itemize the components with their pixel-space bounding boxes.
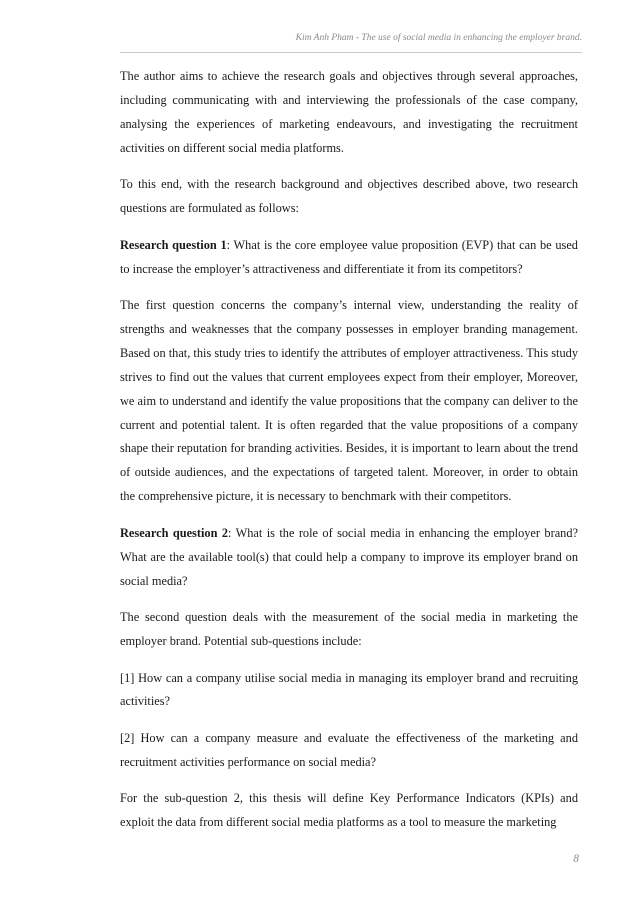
body-text xyxy=(120,65,578,848)
header-rule xyxy=(120,52,582,53)
research-question-2-text: : What is the role of social media in enhancing the employer brand? What are the available tool(s) that could help a company to improve its employer brand on social media? xyxy=(120,525,578,588)
research-question-2 xyxy=(120,522,578,594)
paragraph-approaches: The author aims to achieve the research goals and objectives through several approaches, including communicating with and interviewing the professionals of the case company, analysing the experiences of marketing endeavours, and investigating the recruitment activities on different social media platforms. xyxy=(120,69,578,155)
paragraph-second-question: The second question deals with the measurement of the social media in marketing the employer brand. Potential sub-questions include: xyxy=(120,610,578,648)
page-number: 8 xyxy=(573,853,579,865)
research-question-1 xyxy=(120,234,578,282)
paragraph-first-question: The first question concerns the company’s internal view, understanding the reality of strengths and weaknesses that the company possesses in employer branding management. Based on that, this study tries to identify the attributes of employer attractiveness. This study strives to find out the values that current employees expect from their employer, Moreover, we aim to understand and identify the value propositions that the company can deliver to the current and potential talent. It is often regarded that the value propositions of a company shape their reputation for branding activities. Besides, it is important to learn about the trend of outside audiences, and the expectations of targeted talent. Moreover, in order to obtain the comprehensive picture, it is necessary to benchmark with their competitors. xyxy=(120,298,578,504)
running-header: Kim Anh Pham - The use of social media in enhancing the employer brand. xyxy=(295,33,582,43)
paragraph-sub-question-2-method: For the sub-question 2, this thesis will define Key Performance Indicators (KPIs) and exploit the data from different social media platforms as a tool to measure the marketing xyxy=(120,791,578,830)
research-question-1-label: Research question 1 xyxy=(120,237,227,252)
paragraph-research-questions-intro: To this end, with the research background and objectives described above, two research questions are formulated as follows: xyxy=(120,177,578,216)
sub-question-2: [2] How can a company measure and evaluate the effectiveness of the marketing and recruitment activities performance on social media? xyxy=(120,730,578,769)
sub-question-1: [1] How can a company utilise social media in managing its employer brand and recruiting activities? xyxy=(120,670,578,709)
research-question-2-label: Research question 2 xyxy=(120,525,228,540)
research-question-1-text: : What is the core employee value proposition (EVP) that can be used to increase the employer’s attractiveness and differentiate it from its competitors? xyxy=(120,237,578,276)
